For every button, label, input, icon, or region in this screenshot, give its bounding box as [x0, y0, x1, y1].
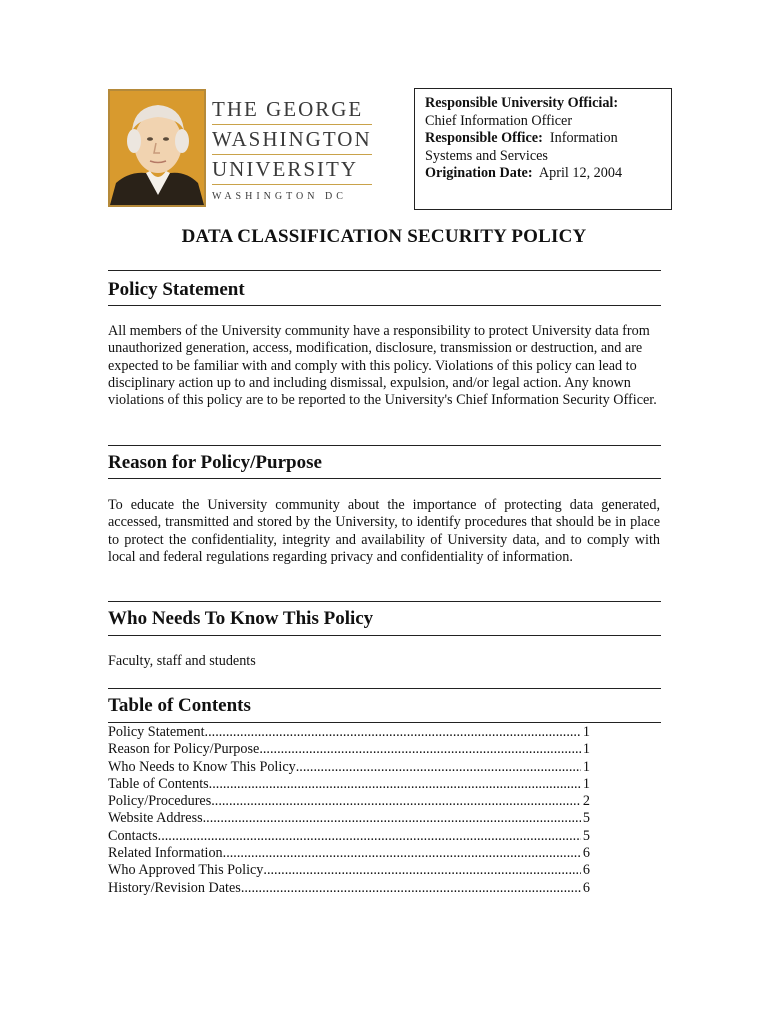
section-divider: [108, 601, 661, 602]
date-value: April 12, 2004: [538, 165, 623, 181]
toc-entry-label: Who Approved This Policy: [108, 862, 264, 879]
toc-leader: [205, 724, 581, 741]
university-wordmark: [212, 95, 372, 202]
official-row: [425, 95, 661, 113]
section-divider: [108, 445, 661, 446]
toc-entry[interactable]: [108, 810, 590, 827]
toc-entry-label: Table of Contents: [108, 775, 209, 792]
toc-entry-label: Policy/Procedures: [108, 793, 212, 810]
toc-entry[interactable]: [108, 828, 590, 845]
toc-entry-page: 6: [582, 845, 590, 862]
toc-entry-label: Website Address: [108, 810, 203, 827]
section-divider: [108, 270, 661, 271]
section-divider: [108, 688, 661, 689]
toc-entry[interactable]: [108, 741, 590, 758]
table-of-contents-list: [108, 724, 590, 897]
toc-leader: [263, 862, 581, 879]
official-label: Responsible University Official:: [425, 95, 619, 111]
policy-info-box: [414, 88, 672, 210]
toc-entry-page: 1: [582, 775, 590, 792]
section-divider: [108, 478, 661, 479]
wordmark-line-2: WASHINGTON: [212, 127, 372, 151]
toc-entry-label: Reason for Policy/Purpose: [108, 741, 260, 758]
toc-entry-page: 1: [582, 758, 590, 775]
portrait-image: [110, 91, 204, 205]
official-value: Chief Information Officer: [425, 112, 573, 129]
toc-entry-page: 6: [582, 862, 590, 879]
toc-leader: [203, 810, 581, 827]
george-washington-portrait: [108, 89, 206, 207]
toc-entry-page: 2: [582, 793, 590, 810]
toc-entry-label: Related Information: [108, 845, 223, 862]
toc-entry[interactable]: [108, 862, 590, 879]
office-row: [425, 130, 661, 165]
heading-policy-statement: Policy Statement: [108, 279, 245, 300]
office-value: Information Systems and Services: [425, 130, 618, 164]
toc-entry-label: Policy Statement: [108, 724, 205, 740]
who-needs-body: Faculty, staff and students: [108, 653, 256, 669]
toc-entry[interactable]: [108, 793, 590, 810]
toc-entry[interactable]: [108, 759, 590, 776]
toc-entry[interactable]: [108, 776, 590, 793]
heading-who-needs: Who Needs To Know This Policy: [108, 608, 374, 629]
toc-entry-label: Contacts: [108, 827, 158, 844]
toc-entry-page: 1: [582, 724, 590, 740]
toc-leader: [241, 880, 581, 897]
reason-body: To educate the University community about the importance of protecting data generated, accessed, transmitted and stored by the University, to identify procedures that should be in place to protect the confidentiality, integrity and availability of University data, and to comply with local and federal regulations regarding privacy and confidentiality of information.: [108, 497, 660, 565]
section-divider: [108, 305, 661, 306]
wordmark-line-1: THE GEORGE: [212, 97, 364, 121]
toc-entry-label: Who Needs to Know This Policy: [108, 758, 296, 775]
office-label: Responsible Office:: [425, 130, 543, 146]
toc-leader: [209, 776, 581, 793]
date-row: [425, 165, 661, 183]
document-title: DATA CLASSIFICATION SECURITY POLICY: [181, 226, 587, 247]
toc-leader: [211, 793, 581, 810]
date-label: Origination Date:: [425, 165, 533, 181]
toc-entry-page: 5: [582, 827, 590, 844]
wordmark-rule: [212, 184, 372, 185]
toc-leader: [158, 828, 581, 845]
toc-leader: [259, 741, 581, 758]
toc-entry-label: History/Revision Dates: [108, 879, 241, 896]
toc-leader: [296, 759, 581, 776]
wordmark-line-3: UNIVERSITY: [212, 157, 358, 181]
toc-leader: [223, 845, 581, 862]
toc-entry[interactable]: [108, 880, 590, 897]
university-logo: [108, 89, 372, 211]
toc-entry-page: 6: [582, 879, 590, 896]
policy-statement-body: All members of the University community have a responsibility to protect University data from unauthorized generation, access, modification, disclosure, transmission or destruction, and are expected to be familiar with and comply with this policy. Violations of this policy can lead to disciplinary action up to and including dismissal, expulsion, and/or legal action. Any known violations of this policy are to be reported to the University's Chief Information Security Officer.: [108, 323, 657, 409]
toc-entry-page: 1: [582, 741, 590, 758]
wordmark-location: WASHINGTON DC: [212, 191, 347, 202]
toc-entry[interactable]: [108, 845, 590, 862]
heading-reason: Reason for Policy/Purpose: [108, 452, 322, 473]
toc-entry-page: 5: [582, 810, 590, 827]
toc-entry[interactable]: [108, 724, 590, 741]
heading-table-of-contents: Table of Contents: [108, 695, 251, 716]
section-divider: [108, 635, 661, 636]
section-divider: [108, 722, 661, 723]
